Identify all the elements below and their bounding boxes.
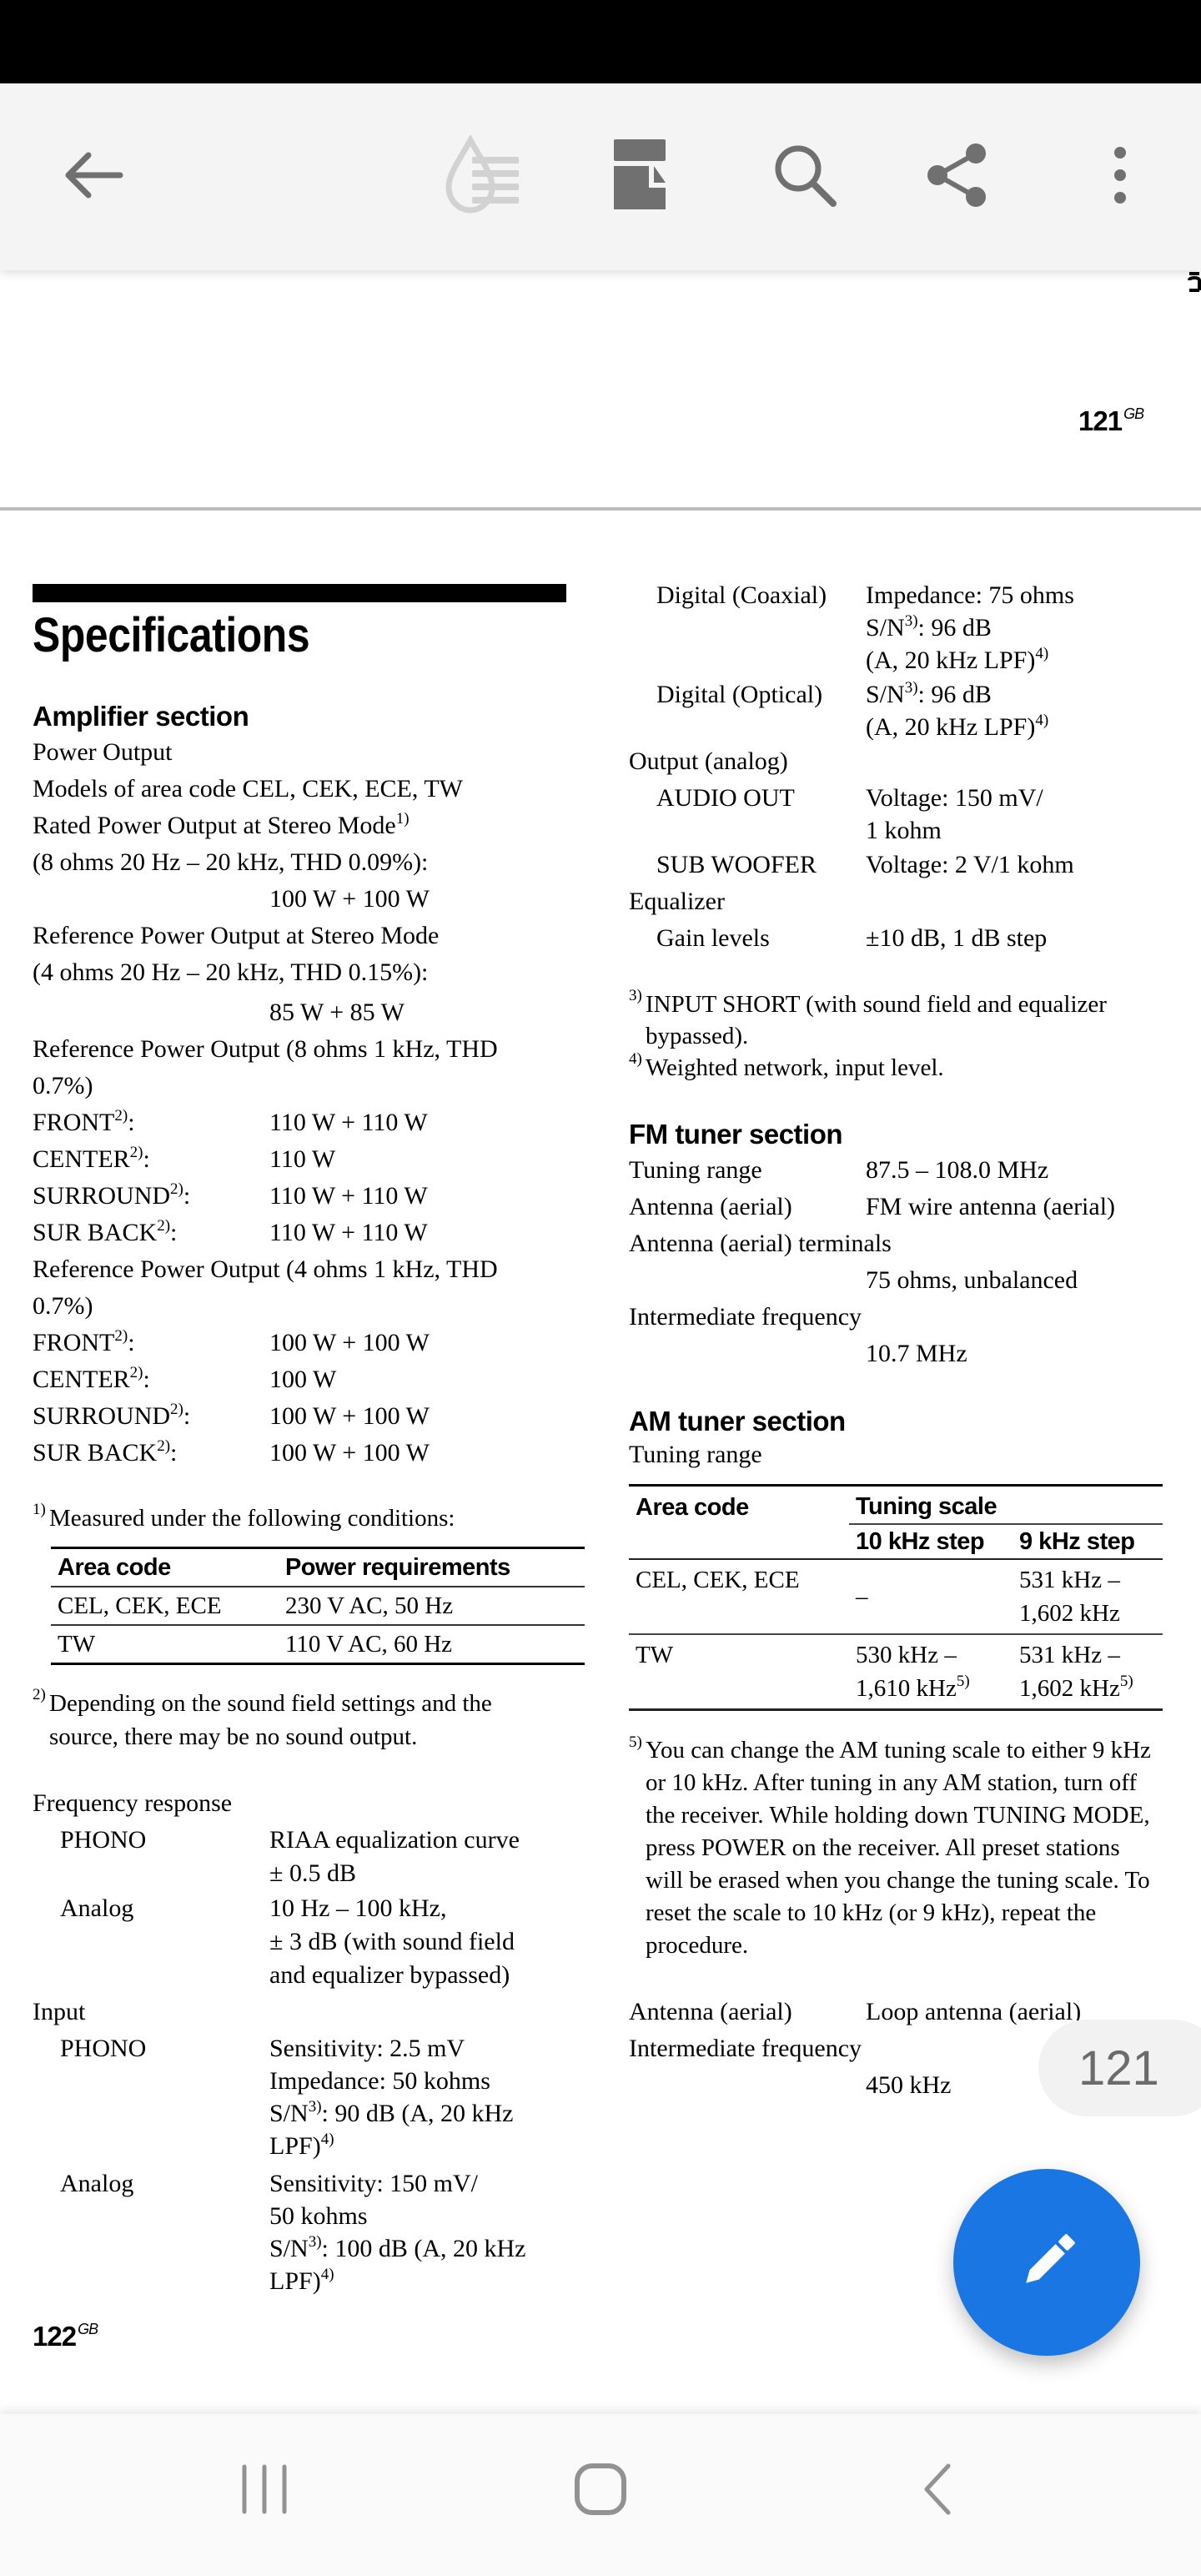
title-rule [33,584,566,602]
document-page [0,511,1201,2412]
col-9khz: 9 kHz step [1019,1528,1135,1555]
pencil-icon [1009,2225,1084,2300]
amplifier-heading: Amplifier section [33,701,249,732]
gain-levels: Gain levels ±10 dB, 1 dB step [656,924,1048,952]
edit-button[interactable] [953,2169,1140,2356]
cell-10khz: – [856,1583,868,1610]
more-options-button[interactable] [1078,133,1162,217]
am-antenna: Antenna (aerial) Loop antenna (aerial) [629,1998,1082,2025]
frequency-response-label: Frequency response [33,1789,233,1817]
share-button[interactable] [916,133,999,217]
input-label: Input [33,1998,86,2025]
equalizer-label: Equalizer [629,888,725,915]
output-analog-label: Output (analog) [629,747,788,775]
reading-mode-button[interactable] [442,133,525,217]
freq-analog: Analog 10 Hz – 100 kHz, ± 3 dB (with sound field and equalizer bypassed) [60,1894,515,1989]
ref-stereo-value: 85 W + 85 W [269,999,405,1026]
ref4-row-sur-back: SUR BACK$^{2)}$: 100 W + 100 W [33,1437,430,1467]
fm-terminals-label: Antenna (aerial) terminals [629,1230,892,1257]
app-toolbar [0,83,1201,270]
fm-if-label: Intermediate frequency [629,1303,862,1331]
power-requirements-table [51,1547,585,1665]
fm-tuning-range: Tuning range 87.5 – 108.0 MHz [629,1156,1049,1184]
fm-tuner-heading: FM tuner section [629,1119,843,1150]
page-edge-glyph [1188,270,1201,294]
footnote-3: 3) INPUT SHORT (with sound field and equalizer bypassed). [629,987,1107,1049]
system-back-icon [920,2463,953,2516]
ref8-row-sur-back: SUR BACK$^{2)}$: 110 W + 110 W [33,1217,428,1246]
cell-power: 230 V AC, 50 Hz [284,1592,454,1619]
more-vertical-icon [1112,146,1128,204]
col-area-code: Area code [636,1493,749,1521]
ref8-label-cont: 0.7%) [33,1072,93,1099]
system-navigation-bar [0,2414,1201,2576]
cell-10khz: 530 kHz – 1,610 kHz$^{5)}$ [856,1642,970,1702]
page-number-122: 122 $^{GB}$ [33,2321,98,2352]
cell-9khz: 531 kHz – 1,602 kHz$^{5)}$ [1019,1642,1133,1702]
am-if-label: Intermediate frequency [629,2035,862,2062]
status-bar [0,0,1201,83]
share-icon [924,142,991,209]
cell-area: CEL, CEK, ECE [636,1567,800,1593]
ref4-row-surround: SURROUND$^{2)}$: 100 W + 100 W [33,1401,430,1430]
right-column [629,577,1163,2104]
fm-if-value: 10.7 MHz [866,1340,967,1367]
cell-power: 110 V AC, 60 Hz [284,1631,453,1658]
back-arrow-icon [60,150,123,200]
ref-stereo-conditions: (4 ohms 20 Hz – 20 kHz, THD 0.15%): [33,958,429,986]
ref8-label: Reference Power Output (8 ohms 1 kHz, THD [33,1035,498,1063]
col-tuning-scale: Tuning scale [849,1486,1163,1525]
table-header-row [629,1486,1163,1525]
fm-terminals-value: 75 ohms, unbalanced [866,1266,1078,1294]
footnote-2: 2) Depending on the sound field settings and the source, there may be no sound output. [33,1686,492,1750]
digital-coaxial: Digital (Coaxial) Impedance: 75 ohms $S/N^{3)}$: 96 dB (A, 20 kHz LPF)$^{4)}$ [656,581,1074,674]
cell-area: CEL, CEK, ECE [58,1592,222,1619]
recent-apps-icon [239,2463,289,2515]
rated-power-conditions: (8 ohms 20 Hz – 20 kHz, THD 0.09%): [33,848,429,876]
home-button[interactable] [550,2448,651,2531]
ref-stereo-label: Reference Power Output at Stereo Mode [33,922,440,949]
freq-phono: PHONO RIAA equalization curve ± 0.5 dB [60,1826,520,1887]
page-view-icon [614,139,667,211]
rated-power-label: Rated Power Output at Stereo Mode$^{1)}$ [33,810,410,839]
sub-woofer: SUB WOOFER Voltage: 2 V/1 kohm [656,851,1074,878]
left-column [33,584,566,2297]
ref4-label: Reference Power Output (4 ohms 1 kHz, THD [33,1255,498,1283]
search-button[interactable] [763,133,847,217]
models-label: Models of area code CEL, CEK, ECE, TW [33,775,463,802]
page-title: Specifications [33,608,310,662]
table-row [629,1559,1163,1634]
cell-9khz: 531 kHz – 1,602 kHz [1019,1567,1120,1627]
fm-antenna: Antenna (aerial) FM wire antenna (aerial) [629,1193,1116,1220]
table-row [51,1587,585,1625]
am-if-value: 450 kHz [866,2071,952,2099]
system-back-button[interactable] [887,2448,987,2531]
recent-apps-button[interactable] [214,2448,314,2531]
footnote-5: 5) You can change the AM tuning scale to either 9 kHz or 10 kHz. After tuning in any AM station, turn off the receiver. While holding down TUNING MODE, press POWER on the receiver. All preset stations will be erased when you change the tuning scale. To reset the scale to 10 kHz (or 9 kHz), repeat the procedure. [629,1733,1151,1959]
ref4-label-cont: 0.7%) [33,1292,93,1320]
previous-page-footer [0,270,1201,509]
table-subheader-row [629,1524,1163,1559]
page-view-button[interactable] [599,133,682,217]
search-icon [771,142,838,209]
col-area-code: Area code [58,1554,171,1581]
footnote-4: 4) Weighted network, input level. [629,1050,944,1081]
reading-mode-icon [444,135,524,215]
footnote-1: 1) Measured under the following conditions: [33,1501,455,1532]
rated-power-value: 100 W + 100 W [269,885,430,913]
table-row [629,1634,1163,1710]
col-10khz: 10 kHz step [856,1528,985,1555]
ref8-row-center: CENTER$^{2)}$: 110 W [33,1144,336,1173]
digital-optical: Digital (Optical) $S/N^{3)}$: 96 dB (A, 20 kHz LPF)$^{4)}$ [656,679,1049,741]
am-tuning-table [629,1484,1163,1711]
am-tuning-range-label: Tuning range [629,1441,762,1468]
home-icon [573,2462,628,2517]
page-indicator[interactable]: 121 [1038,2020,1201,2116]
table-header-row [51,1548,585,1587]
input-analog: Analog Sensitivity: 150 mV/ 50 kohms $S/N^{3)}$: 100 dB (A, 20 kHz LPF)$^{4)}$ [60,2170,526,2295]
input-phono: PHONO Sensitivity: 2.5 mV Impedance: 50 kohms $S/N^{3)}$: 90 dB (A, 20 kHz LPF)$^{4)}$ [60,2035,514,2160]
power-output-label: Power Output [33,738,173,766]
cell-area: TW [636,1642,674,1668]
am-tuner-heading: AM tuner section [629,1406,846,1436]
table-row [51,1625,585,1664]
cell-area: TW [58,1631,96,1658]
ref8-row-surround: SURROUND$^{2)}$: 110 W + 110 W [33,1180,428,1210]
page-number-121: 121 $^{GB}$ [1078,405,1144,436]
col-power-requirements: Power requirements [284,1554,510,1581]
back-button[interactable] [50,133,133,217]
ref8-row-front: FRONT$^{2)}$: 110 W + 110 W [33,1107,428,1136]
ref4-row-front: FRONT$^{2)}$: 100 W + 100 W [33,1327,430,1356]
ref4-row-center: CENTER$^{2)}$: 100 W [33,1364,337,1393]
audio-out: AUDIO OUT Voltage: 150 mV/ 1 kohm [656,784,1043,844]
